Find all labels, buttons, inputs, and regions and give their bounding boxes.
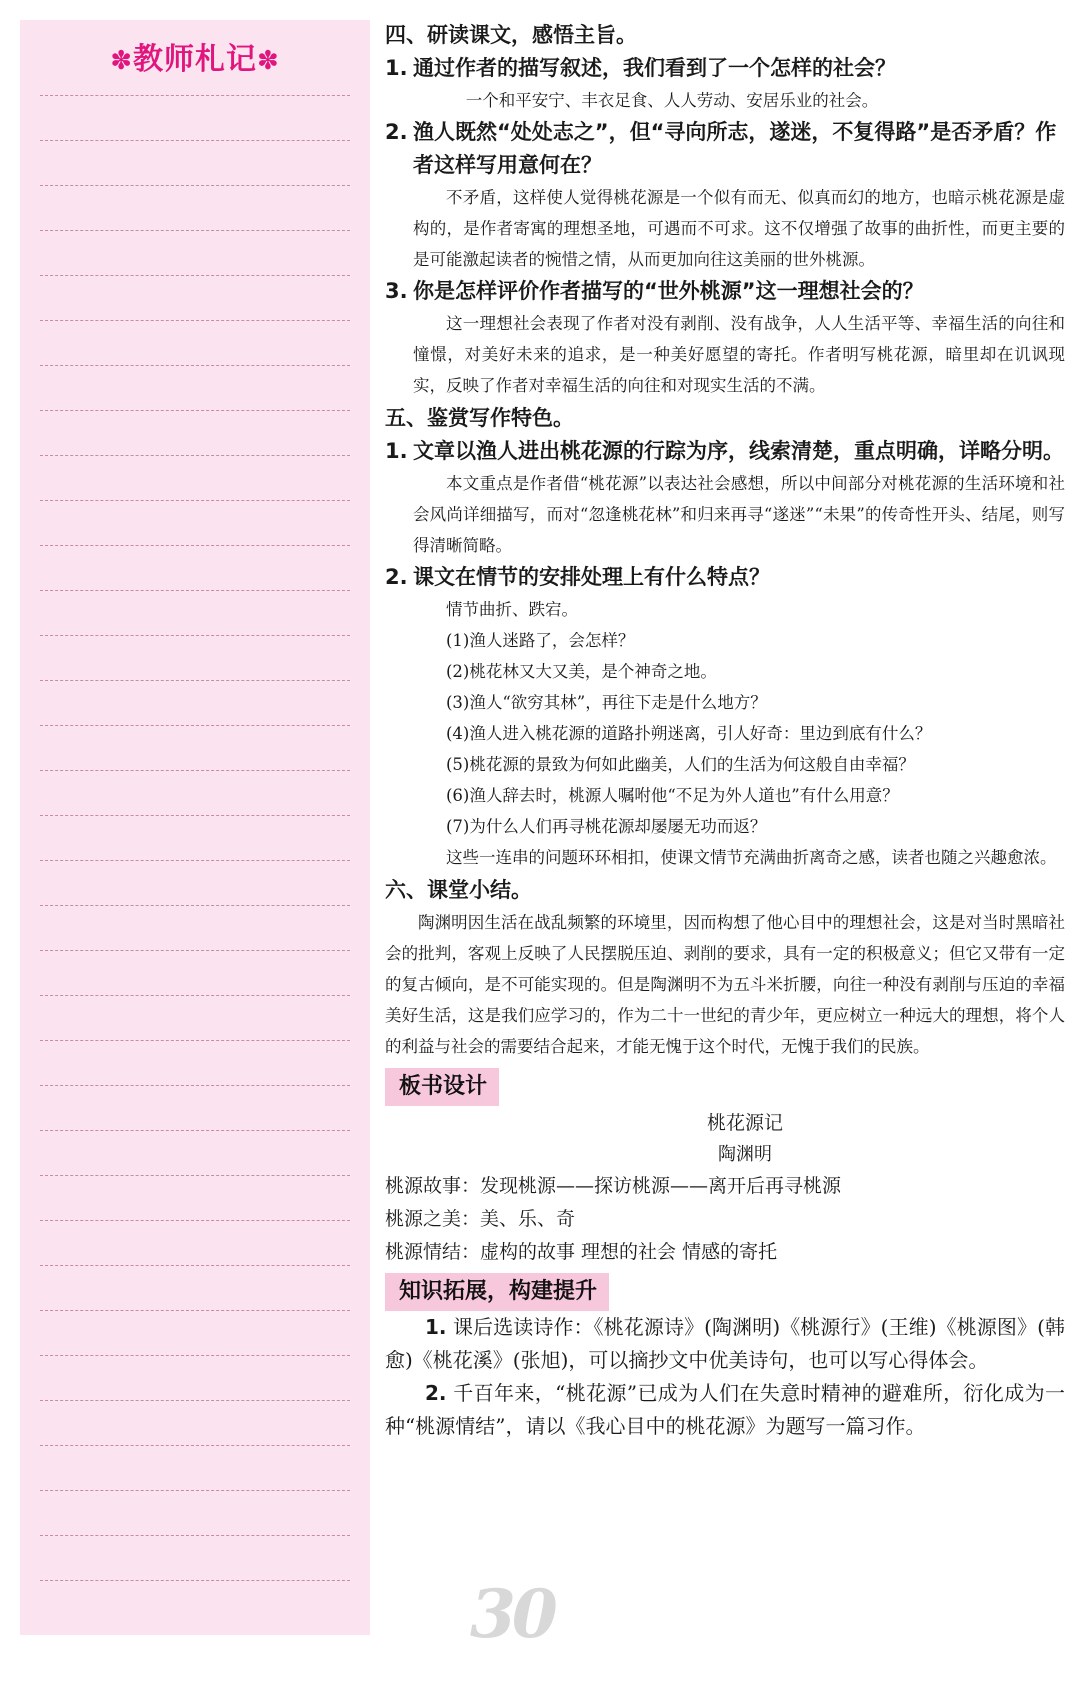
note-line [40,1040,350,1041]
note-line [40,635,350,636]
summary-paragraph: 陶渊明因生活在战乱频繁的环境里，因而构想了他心目中的理想社会，这是对当时黑暗社会的批判，客观上反映了人民摆脱压迫、剥削的要求，具有一定的积极意义；但它又带有一定的复古倾向，是不可能实现的。但是陶渊明不为五斗米折腰，向往一种没有剥削与压迫的幸福美好生活，这是我们应学习的，作为二十一世纪的青少年，更应树立一种远大的理想，将个人的利益与社会的需要结合起来，才能无愧于这个时代，无愧于我们的民族。 [385,913,1065,1056]
question: 2. 渔人既然“处处志之”，但“寻向所志，遂迷，不复得路”是否矛盾？作者这样写用意何在？ [385,120,1057,177]
note-line [40,995,350,996]
note-line [40,1580,350,1581]
note-line [40,725,350,726]
answer-intro: 情节曲折、跌宕。 [446,600,578,619]
note-line [40,230,350,231]
note-line [40,1310,350,1311]
note-line [40,905,350,906]
question-block [385,52,1065,116]
note-line [40,590,350,591]
note-line [40,1445,350,1446]
note-line [40,1355,350,1356]
list-item: (6)渔人辞去时，桃源人嘱咐他“不足为外人道也”有什么用意？ [446,786,899,805]
list-item: (5)桃花源的景致为何如此幽美，人们的生活为何这般自由幸福？ [446,755,915,774]
board-line: 桃源情结：虚构的故事 理想的社会 情感的寄托 [385,1241,778,1263]
flower-icon: ✽ [110,46,133,76]
question: 2. 课文在情节的安排处理上有什么特点？ [385,565,770,589]
list-item: (1)渔人迷路了，会怎样？ [446,631,635,650]
answer: 一个和平安宁、丰衣足食、人人劳动、安居乐业的社会。 [465,91,879,110]
answer: 这一理想社会表现了作者对没有剥削、没有战争，人人生活平等、幸福生活的向往和憧憬，对美好未来的追求，是一种美好愿望的寄托。作者明写桃花源，暗里却在讥讽现实，反映了作者对幸福生活的向往和对现实生活的不满。 [413,314,1065,395]
list-item: (2)桃花林又大又美，是个神奇之地。 [446,662,717,681]
question: 1. 文章以渔人进出桃花源的行踪为序，线索清楚，重点明确，详略分明。 [385,439,1064,463]
extension-item: 2. 千百年来，“桃花源”已成为人们在失意时精神的避难所，衍化成为一种“桃源情结”，请以《我心目中的桃花源》为题写一篇习作。 [385,1381,1065,1438]
list-item: (7)为什么人们再寻桃花源却屡屡无功而返？ [446,817,767,836]
question: 3. 你是怎样评价作者描写的“世外桃源”这一理想社会的？ [385,279,924,303]
note-line [40,140,350,141]
note-line [40,1175,350,1176]
list-item: (4)渔人进入桃花源的道路扑朔迷离，引人好奇：里边到底有什么？ [446,724,932,743]
note-line [40,320,350,321]
board-title: 桃花源记 [706,1112,783,1134]
sidebar-title-text: 教师札记 [133,42,257,77]
note-line [40,770,350,771]
note-line [40,680,350,681]
question-block [385,275,1065,401]
note-line [40,1535,350,1536]
note-line [40,410,350,411]
note-line [40,1265,350,1266]
note-line [40,1490,350,1491]
answer-conclusion: 这些一连串的问题环环相扣，使课文情节充满曲折离奇之感，读者也随之兴趣愈浓。 [446,848,1057,867]
note-line [40,860,350,861]
extension-item: 1. 课后选读诗作：《桃花源诗》(陶渊明)《桃源行》(王维)《桃源图》(韩愈)《桃花溪》(张旭)，可以摘抄文中优美诗句，也可以写心得体会。 [385,1315,1065,1372]
extension-banner: 知识拓展，构建提升 [385,1273,609,1311]
board-design-banner: 板书设计 [385,1068,499,1106]
note-line [40,1085,350,1086]
note-line [40,455,350,456]
note-line [40,500,350,501]
note-line [40,815,350,816]
question: 1. 通过作者的描写叙述，我们看到了一个怎样的社会？ [385,56,896,80]
page-number: 30 [470,1575,554,1653]
question-block [385,435,1065,561]
sidebar-title [20,34,370,78]
teacher-notes-sidebar [20,20,370,1635]
section-heading: 六、课堂小结。 [385,878,532,902]
note-line [40,1220,350,1221]
board-line: 桃源之美：美、乐、奇 [385,1208,576,1230]
board-author: 陶渊明 [718,1144,772,1165]
question-block [385,116,1065,275]
list-item: (3)渔人“欲穷其林”，再往下走是什么地方？ [446,693,767,712]
note-line [40,185,350,186]
lesson-content [385,18,1065,1443]
note-line [40,545,350,546]
answer: 本文重点是作者借“桃花源”以表达社会感想，所以中间部分对桃花源的生活环境和社会风尚详细描写，而对“忽逢桃花林”和归来再寻“遂迷”“未果”的传奇性开头、结尾，则写得清晰简略。 [413,474,1065,555]
note-line [40,275,350,276]
board-line: 桃源故事：发现桃源——探访桃源——离开后再寻桃源 [385,1175,842,1197]
flower-icon: ✽ [257,46,280,76]
note-line [40,95,350,96]
note-line [40,365,350,366]
answer: 不矛盾，这样使人觉得桃花源是一个似有而无、似真而幻的地方，也暗示桃花源是虚构的，是作者寄寓的理想圣地，可遇而不可求。这不仅增强了故事的曲折性，而更主要的是可能激起读者的惋惜之情，从而更加向往这美丽的世外桃源。 [413,188,1065,269]
question-block [385,561,1065,873]
section-heading: 四、研读课文，感悟主旨。 [385,23,637,47]
note-line [40,950,350,951]
section-heading: 五、鉴赏写作特色。 [385,406,574,430]
note-line [40,1130,350,1131]
note-line [40,1400,350,1401]
